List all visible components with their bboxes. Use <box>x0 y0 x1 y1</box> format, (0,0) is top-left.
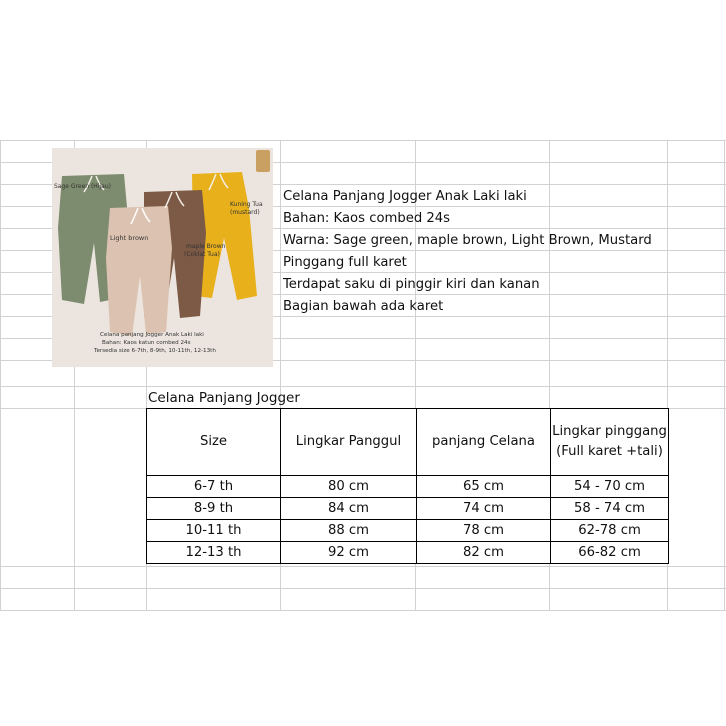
cell-size: 6-7 th <box>147 476 281 498</box>
grid-column-line <box>724 140 725 611</box>
cell-lingkar-panggul: 92 cm <box>281 542 417 564</box>
label-light-brown: Light brown <box>110 234 149 242</box>
header-panjang-celana: panjang Celana <box>417 409 551 476</box>
label-mustard: (mustard) <box>230 209 260 216</box>
description-line-pocket: Terdapat saku di pinggir kiri dan kanan <box>283 277 540 292</box>
cell-panjang-celana: 78 cm <box>417 520 551 542</box>
cell-lingkar-panggul: 88 cm <box>281 520 417 542</box>
table-header-row <box>147 409 669 476</box>
decor-item <box>256 150 270 172</box>
cell-size: 8-9 th <box>147 498 281 520</box>
product-photo <box>52 148 273 367</box>
cell-lingkar-pinggang: 62-78 cm <box>551 520 669 542</box>
size-table <box>146 408 669 564</box>
grid-row-line <box>0 140 726 141</box>
cell-lingkar-pinggang: 58 - 74 cm <box>551 498 669 520</box>
grid-row-line <box>0 386 726 387</box>
cell-lingkar-pinggang: 66-82 cm <box>551 542 669 564</box>
table-row <box>147 498 669 520</box>
product-photo-illustration <box>52 148 273 367</box>
photo-caption-line: Celana panjang Jogger Anak Laki laki <box>100 332 204 338</box>
description-line-colors: Warna: Sage green, maple brown, Light Brown, Mustard <box>283 233 652 248</box>
label-kuning-tua: Kuning Tua <box>230 201 263 208</box>
label-maple-brown: maple Brown <box>186 243 226 250</box>
header-lingkar-panggul: Lingkar Panggul <box>281 409 417 476</box>
grid-row-line <box>0 588 726 589</box>
cell-lingkar-pinggang: 54 - 70 cm <box>551 476 669 498</box>
grid-column-line <box>0 140 1 611</box>
table-row <box>147 542 669 564</box>
grid-row-line <box>0 610 726 611</box>
label-sage-green: Sage Green (Hijau) <box>54 183 111 190</box>
cell-size: 10-11 th <box>147 520 281 542</box>
cell-size: 12-13 th <box>147 542 281 564</box>
cell-lingkar-panggul: 84 cm <box>281 498 417 520</box>
grid-row-line <box>0 566 726 567</box>
description-line-hem: Bagian bawah ada karet <box>283 299 444 314</box>
table-row <box>147 520 669 542</box>
photo-caption-line: Bahan: Kaos katun combed 24s <box>102 340 191 346</box>
photo-caption-line: Tersedia size 6-7th, 8-9th, 10-11th, 12-13th <box>94 348 216 354</box>
size-table-title: Celana Panjang Jogger <box>148 390 300 406</box>
cell-panjang-celana: 65 cm <box>417 476 551 498</box>
cell-panjang-celana: 82 cm <box>417 542 551 564</box>
label-maple-brown-sub: (Coklat Tua) <box>184 251 220 258</box>
header-size: Size <box>147 409 281 476</box>
table-row <box>147 476 669 498</box>
cell-lingkar-panggul: 80 cm <box>281 476 417 498</box>
header-lingkar-pinggang: Lingkar pinggang (Full karet +tali) <box>551 409 669 476</box>
description-line-title: Celana Panjang Jogger Anak Laki laki <box>283 189 527 204</box>
cell-panjang-celana: 74 cm <box>417 498 551 520</box>
description-line-material: Bahan: Kaos combed 24s <box>283 211 451 226</box>
description-line-waist: Pinggang full karet <box>283 255 407 270</box>
